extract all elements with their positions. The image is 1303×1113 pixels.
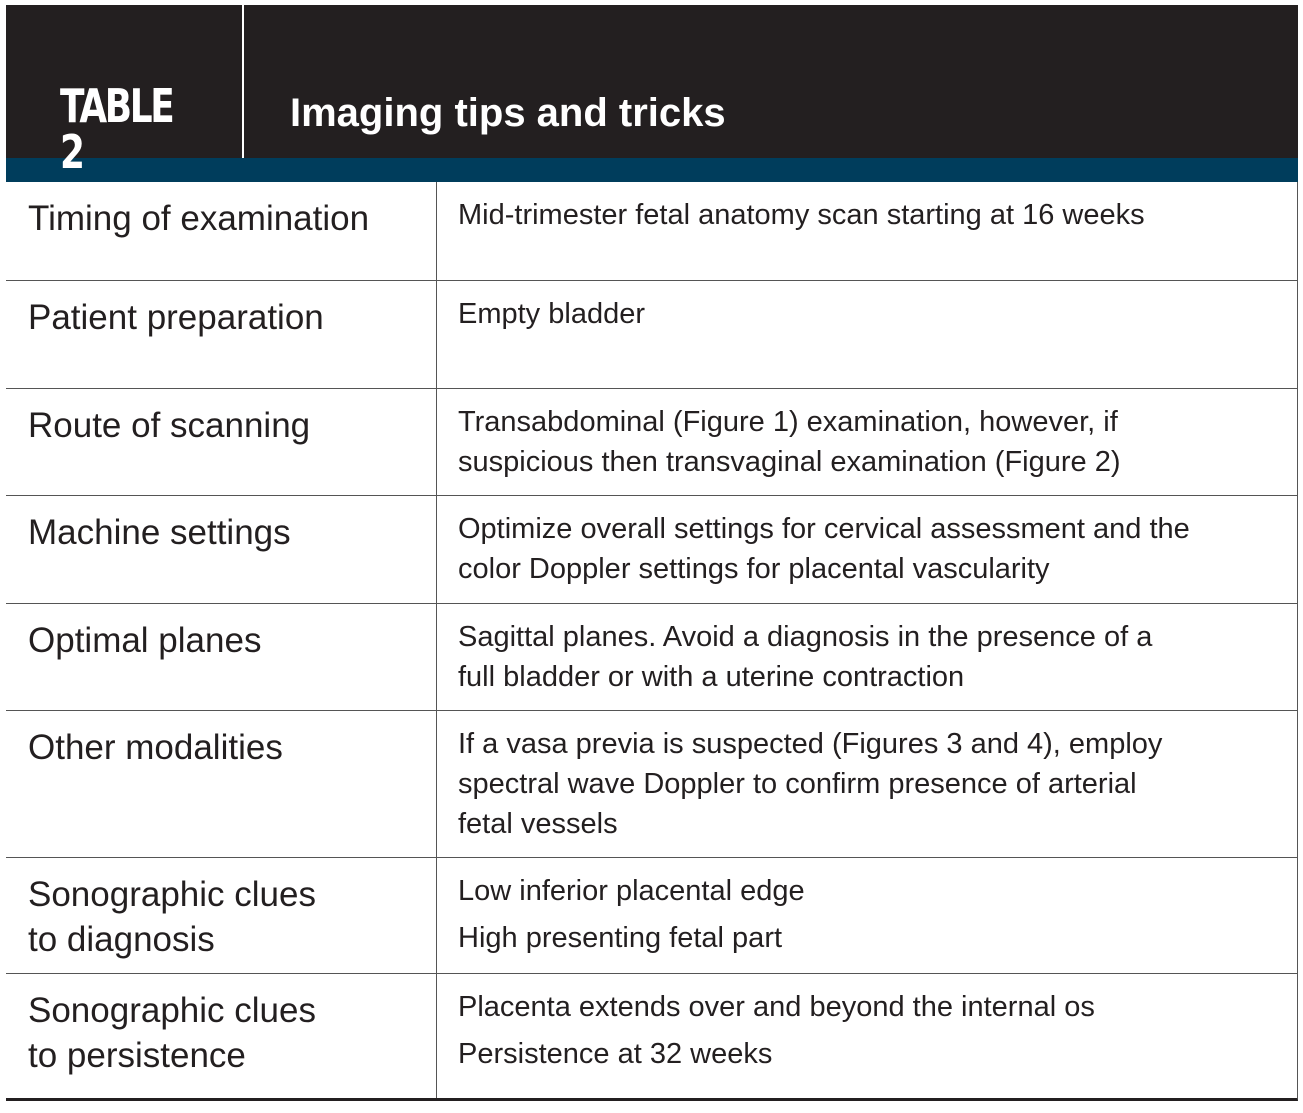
row-value-line: full bladder or with a uterine contraction	[458, 661, 965, 693]
row-value	[437, 711, 1297, 857]
row-value	[437, 604, 1297, 710]
row-value-line: If a vasa previa is suspected (Figures 3 and 4), employ	[458, 728, 1163, 760]
row-label	[6, 182, 437, 280]
row-value-line: Mid-trimester fetal anatomy scan starting at 16 weeks	[458, 199, 1145, 231]
row-label-line: Optimal planes	[28, 621, 262, 660]
table-number-box	[6, 5, 244, 179]
row-label-line: to persistence	[28, 1036, 246, 1075]
table-title: Imaging tips and tricks	[290, 91, 726, 135]
table-row	[6, 974, 1297, 1098]
row-label-line: Route of scanning	[28, 406, 311, 445]
row-value-line: suspicious then transvaginal examination (Figure 2)	[458, 446, 1121, 478]
row-value-line: color Doppler settings for placental vascularity	[458, 553, 1050, 585]
row-value-line: Transabdominal (Figure 1) examination, however, if	[458, 406, 1118, 438]
row-value-line: Persistence at 32 weeks	[458, 1038, 773, 1070]
table-row	[6, 711, 1297, 858]
table-row	[6, 389, 1297, 496]
row-value-line: Empty bladder	[458, 298, 645, 330]
row-value-line: High presenting fetal part	[458, 922, 783, 954]
row-label	[6, 974, 437, 1098]
row-value-line: spectral wave Doppler to confirm presence of arterial	[458, 768, 1137, 800]
row-value	[437, 281, 1297, 388]
row-label-line: Machine settings	[28, 513, 291, 552]
imaging-tips-table	[6, 5, 1298, 1101]
row-label	[6, 281, 437, 388]
table-row	[6, 858, 1297, 974]
row-value	[437, 182, 1297, 280]
table-body	[6, 182, 1298, 1101]
row-label-line: Patient preparation	[28, 298, 324, 337]
row-label-line: to diagnosis	[28, 920, 215, 959]
row-label-line: Sonographic clues	[28, 875, 316, 914]
row-label-line: Sonographic clues	[28, 991, 316, 1030]
row-label-line: Other modalities	[28, 728, 283, 767]
table-row	[6, 604, 1297, 711]
row-value-line: Optimize overall settings for cervical assessment and the	[458, 513, 1190, 545]
row-value-line: Placenta extends over and beyond the internal os	[458, 991, 1095, 1023]
table-number: TABLE 2	[60, 79, 173, 179]
row-value	[437, 858, 1297, 973]
table-row	[6, 496, 1297, 604]
row-label	[6, 389, 437, 495]
table-row	[6, 182, 1297, 281]
row-label	[6, 496, 437, 603]
row-value	[437, 389, 1297, 495]
row-value	[437, 974, 1297, 1098]
row-value-line: Sagittal planes. Avoid a diagnosis in the presence of a	[458, 621, 1153, 653]
row-label	[6, 604, 437, 710]
row-label	[6, 711, 437, 857]
table-row	[6, 281, 1297, 389]
row-label	[6, 858, 437, 973]
row-value	[437, 496, 1297, 603]
row-label-line: Timing of examination	[28, 199, 370, 238]
row-value-line: Low inferior placental edge	[458, 875, 805, 907]
table-header	[6, 5, 1298, 179]
row-value-line: fetal vessels	[458, 808, 618, 840]
